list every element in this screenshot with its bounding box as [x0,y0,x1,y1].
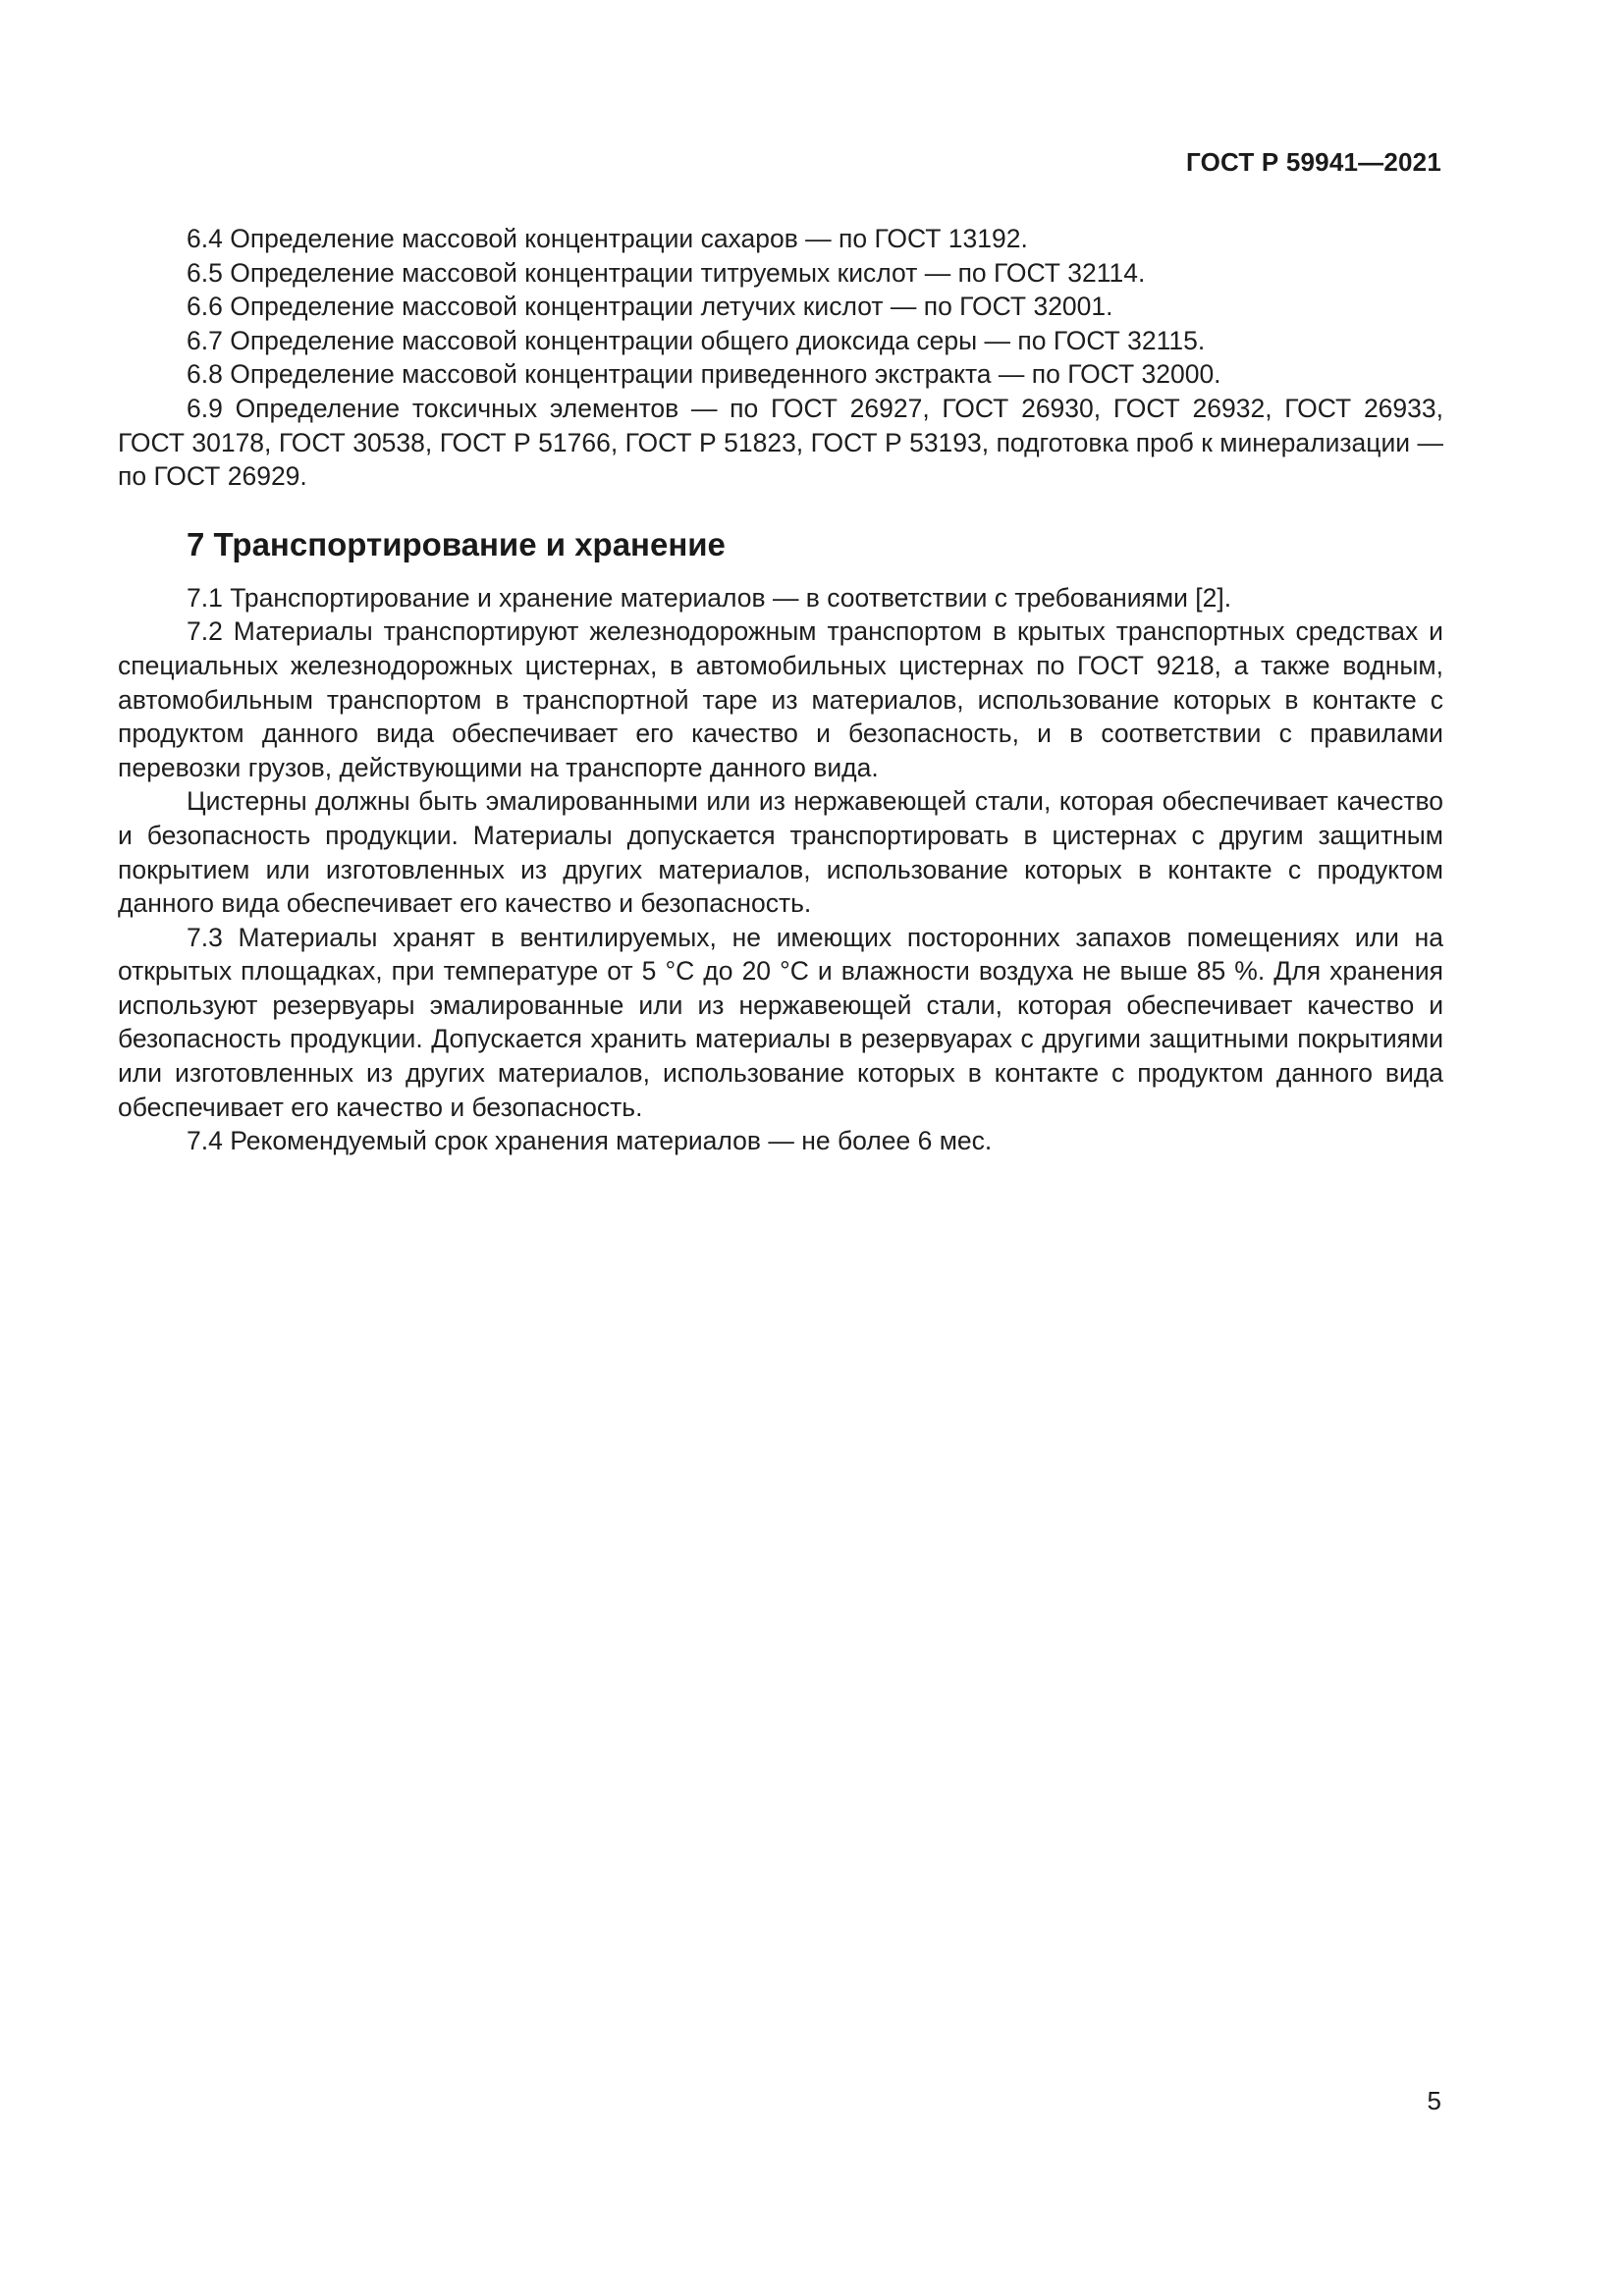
clause-7-1: 7.1 Транспортирование и хранение материалов — в соответствии с требованиями [2]. [187,582,1232,613]
clause-6-4: 6.4 Определение массовой концентрации сахаров — по ГОСТ 13192. [187,224,1028,253]
clause-6-5: 6.5 Определение массовой концентрации титруемых кислот — по ГОСТ 32114. [187,257,1146,288]
section-7-heading: 7 Транспортирование и хранение [187,525,726,562]
clause-6-7: 6.7 Определение массовой концентрации общего диоксида серы — по ГОСТ 32115. [187,325,1206,355]
clause-6-6: 6.6 Определение массовой концентрации летучих кислот — по ГОСТ 32001. [187,292,1113,322]
clause-7-2-tanks: Цистерны должны быть эмалированными или из нержавеющей стали, которая обеспечивает качество и безопасность продукции. Материалы допускается транспортировать в цистернах с другим защитным покрытием или изготовленных из других материалов, использование которых в контакте с продуктом данного вида обеспечивает его качество и безопасность. [118,786,1443,919]
clause-6-9: 6.9 Определение токсичных элементов — по ГОСТ 26927, ГОСТ 26930, ГОСТ 26932, ГОСТ 26933, ГОСТ 30178, ГОСТ 30538, ГОСТ Р 51766, ГОСТ Р 51823, ГОСТ Р 53193, подготовка проб к минерализации — по ГОСТ 26929. [118,393,1443,492]
document-code: ГОСТ Р 59941—2021 [1186,147,1441,177]
clause-6-8: 6.8 Определение массовой концентрации приведенного экстракта — по ГОСТ 32000. [187,359,1221,390]
clause-7-2: 7.2 Материалы транспортируют железнодорожным транспортом в крытых транспортных средствах и специальных железнодорожных цистернах, в автомобильных цистернах по ГОСТ 9218, а также водным, автомобильным транспортом в транспортной таре из материалов, использование которых в контакте с продуктом данного вида обеспечивает его качество и безопасность, и в соответствии с правилами перевозки грузов, действующими на транспорте данного вида. [118,616,1443,782]
document-body [118,222,1443,1158]
clause-7-3: 7.3 Материалы хранят в вентилируемых, не имеющих посторонних запахов помещениях или на открытых площадках, при температуре от 5 °С до 20 °С и влажности воздуха не выше 85 %. Для хранения используют резервуары эмалированные или из нержавеющей стали, которая обеспечивает качество и безопасность продукции. Допускается хранить материалы в резервуарах с другими защитными покрытиями или изготовленных из других материалов, использование которых в контакте с продуктом данного вида обеспечивает его качество и безопасность. [118,922,1443,1122]
clause-7-4: 7.4 Рекомендуемый срок хранения материалов — не более 6 мес. [187,1126,993,1156]
page-number: 5 [1427,2086,1441,2115]
